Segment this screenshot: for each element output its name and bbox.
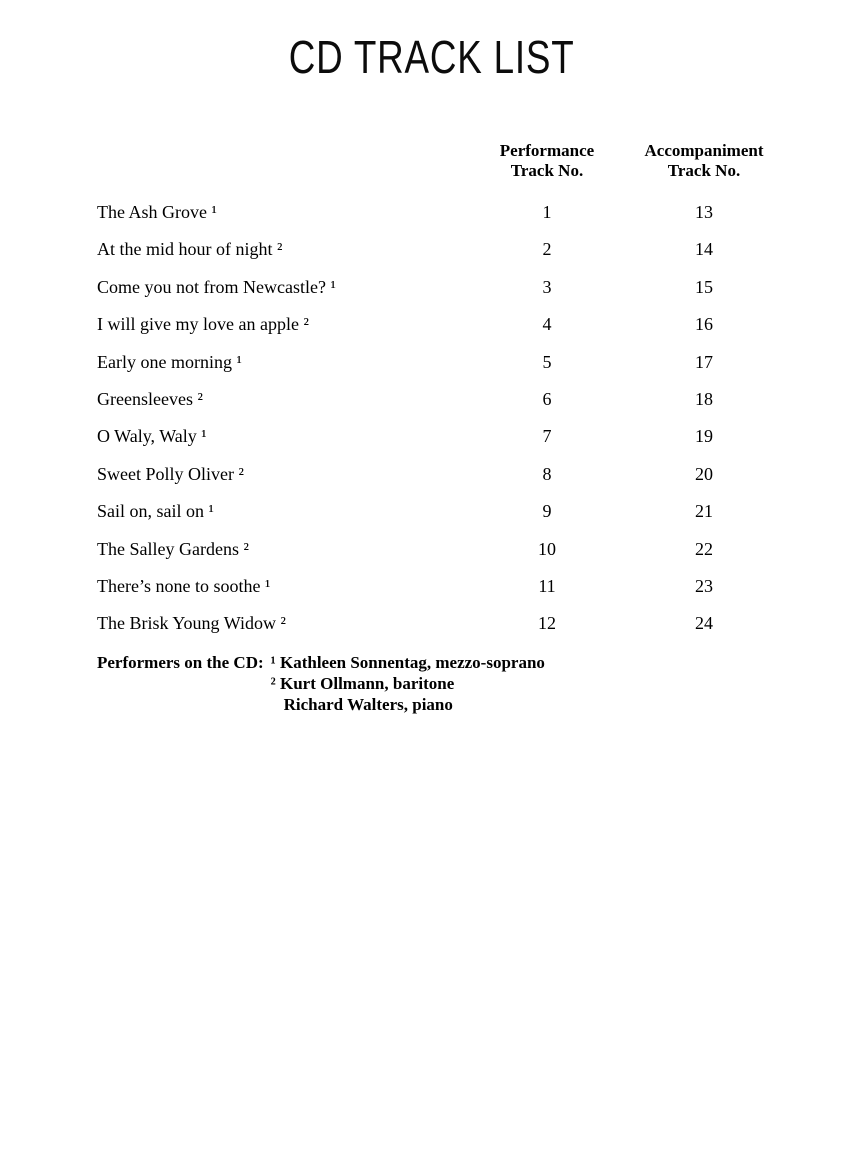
track-title: At the mid hour of night ² <box>97 239 283 260</box>
track-title: O Waly, Waly ¹ <box>97 426 207 447</box>
track-title: Sweet Polly Oliver ² <box>97 463 244 484</box>
performance-track-number: 4 <box>542 314 552 335</box>
performer-line: ² Kurt Ollmann, baritone <box>270 674 455 693</box>
accompaniment-track-number: 24 <box>695 613 713 634</box>
performance-track-number: 2 <box>542 239 552 260</box>
title-area <box>0 33 864 81</box>
accompaniment-track-number: 15 <box>695 276 713 297</box>
track-row <box>97 201 777 238</box>
accompaniment-track-number: 16 <box>695 314 713 335</box>
track-row <box>97 276 777 313</box>
accompaniment-header-line2: Track No. <box>667 161 741 180</box>
accompaniment-track-number: 14 <box>695 239 713 260</box>
track-row <box>97 388 777 425</box>
performance-track-number: 5 <box>542 351 552 372</box>
track-row <box>97 538 777 575</box>
performers-label: Performers on the CD: <box>97 653 264 672</box>
track-row <box>97 425 777 462</box>
accompaniment-track-number: 20 <box>695 463 713 484</box>
accompaniment-header-line1: Accompaniment <box>644 141 764 160</box>
track-row <box>97 612 777 649</box>
performer-lines <box>271 652 545 715</box>
track-table <box>97 141 777 650</box>
performance-track-number: 3 <box>542 276 552 297</box>
track-row <box>97 313 777 350</box>
track-title: There’s none to soothe ¹ <box>97 575 271 596</box>
page-title: CD TRACK LIST <box>289 31 575 83</box>
track-rows <box>97 201 777 650</box>
track-row <box>97 351 777 388</box>
performance-track-number: 9 <box>542 501 552 522</box>
track-title: Sail on, sail on ¹ <box>97 501 214 522</box>
performance-track-number: 8 <box>542 463 552 484</box>
track-title: The Ash Grove ¹ <box>97 202 217 222</box>
performance-track-number: 6 <box>542 388 552 409</box>
track-row <box>97 575 777 612</box>
performance-track-number: 11 <box>538 575 556 596</box>
track-row <box>97 500 777 537</box>
accompaniment-track-number: 18 <box>695 388 713 409</box>
accompaniment-track-number: 17 <box>695 351 713 372</box>
track-title: Early one morning ¹ <box>97 351 242 372</box>
track-row <box>97 238 777 275</box>
performance-track-number: 1 <box>542 202 552 222</box>
performance-track-number: 12 <box>538 613 556 634</box>
performer-line: ¹ Kathleen Sonnentag, mezzo-soprano <box>270 653 545 672</box>
accompaniment-track-number: 23 <box>695 575 713 596</box>
performance-header-line1: Performance <box>499 141 595 160</box>
accompaniment-track-number: 13 <box>695 202 713 222</box>
performance-track-number: 7 <box>542 426 552 447</box>
table-header-row <box>97 141 777 181</box>
performance-track-number: 10 <box>538 538 556 559</box>
track-title: I will give my love an apple ² <box>97 314 309 335</box>
track-title: The Brisk Young Widow ² <box>97 613 286 634</box>
performer-line: Richard Walters, piano <box>283 695 453 714</box>
performers-note <box>97 652 545 715</box>
accompaniment-track-number: 19 <box>695 426 713 447</box>
accompaniment-column-header <box>644 141 764 181</box>
track-title: Come you not from Newcastle? ¹ <box>97 276 336 297</box>
track-title: Greensleeves ² <box>97 388 203 409</box>
performance-column-header <box>450 141 644 181</box>
accompaniment-track-number: 21 <box>695 501 713 522</box>
track-title: The Salley Gardens ² <box>97 538 249 559</box>
track-row <box>97 463 777 500</box>
performance-header-line2: Track No. <box>510 161 584 180</box>
accompaniment-track-number: 22 <box>695 538 713 559</box>
